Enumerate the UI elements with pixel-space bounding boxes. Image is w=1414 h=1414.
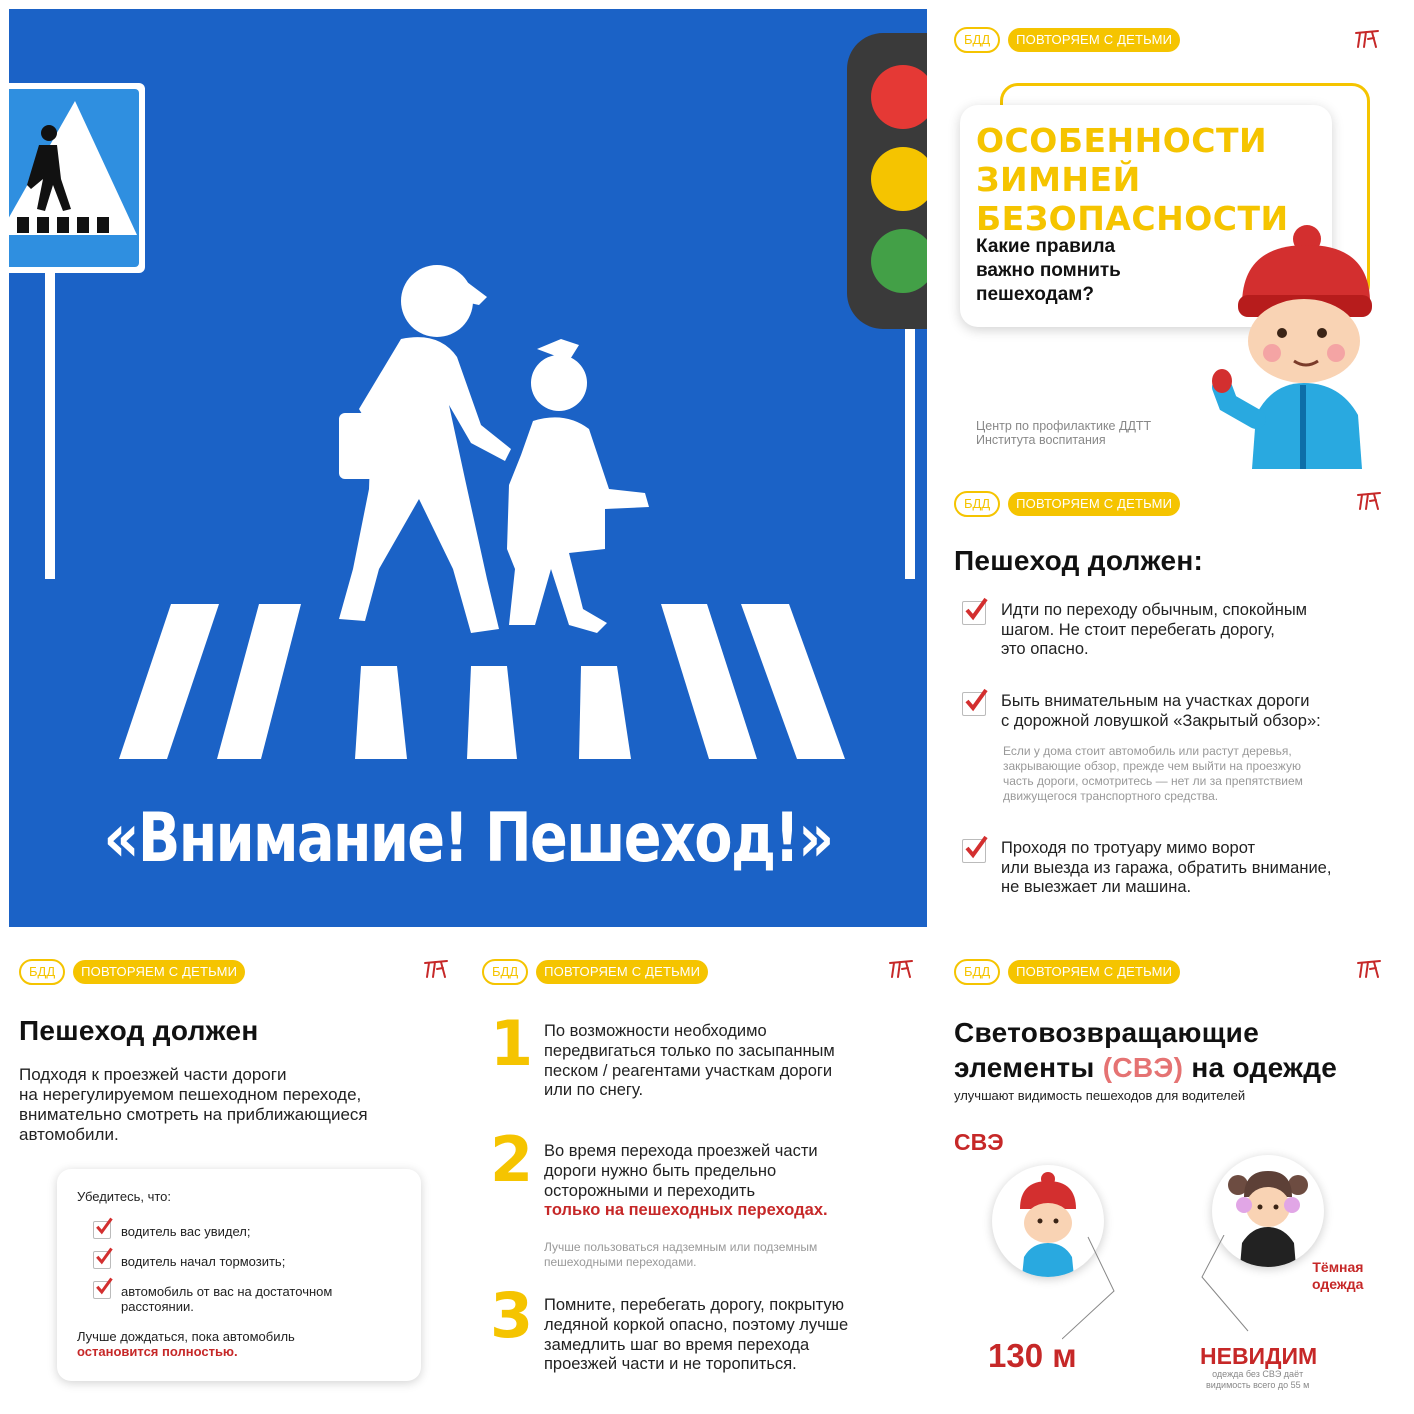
checkbox-checked — [93, 1251, 111, 1269]
organization-name: Центр по профилактике ДДТТ Института воспитания — [976, 419, 1152, 447]
tag-repeat: ПОВТОРЯЕМ С ДЕТЬМИ — [73, 960, 245, 984]
checkbox-checked — [93, 1221, 111, 1239]
logo-icon — [1354, 27, 1380, 49]
cover-slide — [936, 9, 1406, 469]
checkbox-checked — [962, 839, 986, 863]
invisible-note: одежда без СВЭ даёт видимость всего до 55 м — [1206, 1369, 1310, 1390]
step-number: 2 — [490, 1123, 534, 1196]
check-icon — [95, 1217, 113, 1235]
list-item: Быть внимательным на участках дороги с дорожной ловушкой «Закрытый обзор»: — [962, 692, 1321, 731]
tag-group — [954, 27, 1180, 53]
slide-heading: Пешеход должен — [19, 1015, 259, 1046]
invisible-label: НЕВИДИМ — [1200, 1343, 1318, 1369]
step-text: Помните, перебегать дорогу, покрытую ледяной коркой опасно, поэтому лучше замедлить шаг во время перехода проезжей части и не торопиться. — [544, 1296, 849, 1374]
step-text: По возможности необходимо передвигаться только по засыпанным песком / реагентами участкам дороги или по снегу. — [544, 1022, 835, 1100]
tag-group — [954, 959, 1180, 985]
cover-title: ОСОБЕННОСТИ ЗИМНЕЙ БЕЗОПАСНОСТИ — [976, 121, 1289, 238]
check-icon — [95, 1247, 113, 1265]
tag-repeat: ПОВТОРЯЕМ С ДЕТЬМИ — [1008, 28, 1180, 52]
slide-heading: Световозвращающие элементы (СВЭ) на одежде — [954, 1017, 1338, 1083]
slide-heading: Пешеход должен: — [954, 545, 1204, 576]
list-item: водитель вас увидел; — [93, 1221, 250, 1239]
tag-repeat: ПОВТОРЯЕМ С ДЕТЬМИ — [1008, 960, 1180, 984]
checkbox-checked — [962, 601, 986, 625]
logo-icon — [423, 957, 449, 979]
pedestrian-must-slide-2 — [9, 945, 469, 1405]
tag-repeat: ПОВТОРЯЕМ С ДЕТЬМИ — [536, 960, 708, 984]
distance-lines — [1062, 1235, 1252, 1355]
check-icon — [964, 597, 988, 621]
checkbox-checked — [962, 692, 986, 716]
card-footer: Лучше дождаться, пока автомобиль остановится полностью. — [77, 1329, 295, 1359]
checkbox-checked — [93, 1281, 111, 1299]
reflective-elements-slide — [942, 945, 1406, 1405]
boy-illustration — [1212, 215, 1382, 469]
sign-title: «Внимание! Пешеход!» — [103, 799, 833, 878]
logo-icon — [888, 957, 914, 979]
svz-abbr: (СВЭ) — [1102, 1052, 1184, 1083]
card-intro: Убедитесь, что: — [77, 1189, 172, 1204]
list-item: автомобиль от вас на достаточном расстоянии. — [93, 1281, 332, 1314]
svz-label: СВЭ — [954, 1129, 1004, 1155]
check-icon — [964, 835, 988, 859]
list-item: Идти по переходу обычным, спокойным шагом. Не стоит перебегать дорогу, это опасно. — [962, 601, 1307, 660]
tag-group — [482, 959, 708, 985]
slide-body: Подходя к проезжей части дороги на нерегулируемом пешеходном переходе, внимательно смотреть на приближающиеся автомобили. — [19, 1065, 368, 1144]
step-number: 3 — [490, 1279, 534, 1352]
tag-group — [19, 959, 245, 985]
tag-bdd: БДД — [482, 959, 528, 985]
tag-repeat: ПОВТОРЯЕМ С ДЕТЬМИ — [1008, 492, 1180, 516]
steps-slide — [474, 945, 934, 1405]
logo-icon — [1356, 957, 1382, 979]
crossing-illustration — [9, 9, 927, 927]
dark-clothes-label: Тёмная одежда — [1312, 1259, 1364, 1292]
slide-subtitle: улучшают видимость пешеходов для водителей — [954, 1088, 1246, 1103]
logo-icon — [1356, 489, 1382, 511]
pedestrian-must-slide-1 — [936, 477, 1406, 927]
step-text: Во время перехода проезжей части дороги нужно быть предельно осторожными и переходить только на пешеходных переходах. — [544, 1142, 828, 1220]
tag-bdd: БДД — [954, 959, 1000, 985]
check-icon — [95, 1277, 113, 1295]
list-item: Проходя по тротуару мимо ворот или выезда из гаража, обратить внимание, не выезжает ли машина. — [962, 839, 1331, 898]
tag-bdd: БДД — [19, 959, 65, 985]
checklist-card — [57, 1169, 421, 1381]
tag-bdd: БДД — [954, 27, 1000, 53]
pedestrian-crossing-poster — [9, 9, 927, 927]
cover-question: Какие правила важно помнить пешеходам? — [976, 236, 1121, 305]
tag-bdd: БДД — [954, 491, 1000, 517]
step-number: 1 — [490, 1007, 534, 1080]
check-icon — [964, 688, 988, 712]
trap-note: Если у дома стоит автомобиль или растут деревья, закрывающие обзор, прежде чем выйти на проезжую часть дороги, осмотритесь — нет ли за препятствием движущегося транспортного средства. — [1003, 744, 1303, 803]
list-item: водитель начал тормозить; — [93, 1251, 285, 1269]
step-note: Лучше пользоваться надземным или подземным пешеходными переходами. — [544, 1240, 818, 1269]
tag-group — [954, 491, 1180, 517]
visible-distance: 130 м — [988, 1337, 1077, 1374]
